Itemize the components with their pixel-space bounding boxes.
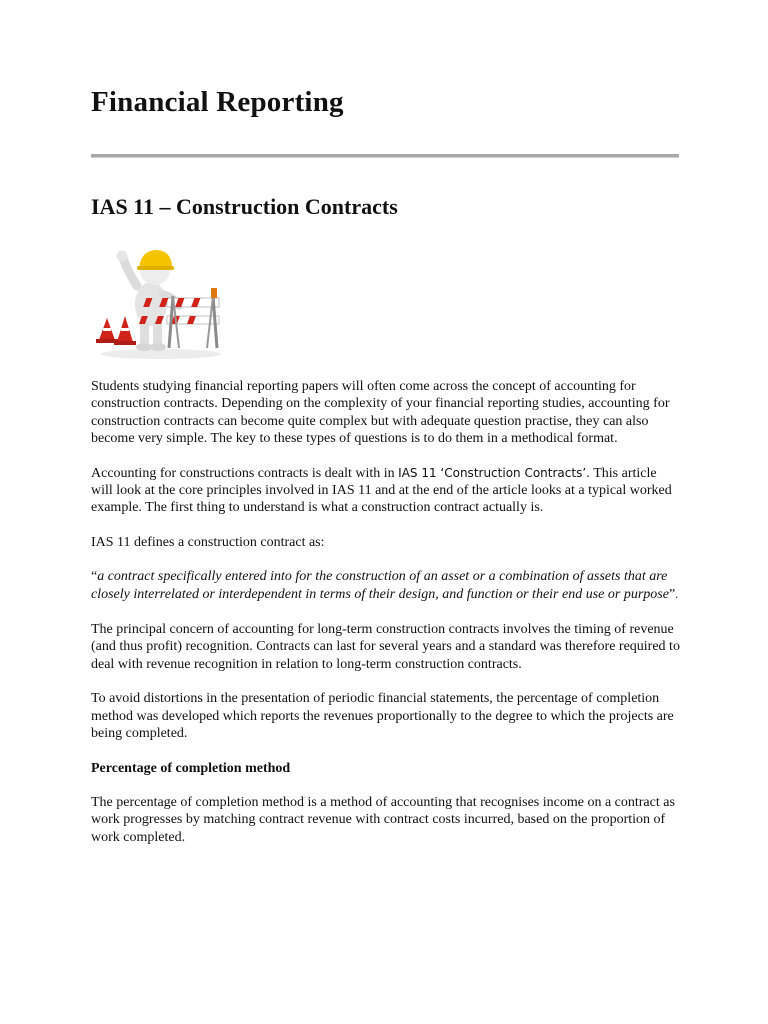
traffic-cone-icon [96, 316, 136, 345]
horizontal-divider [91, 154, 679, 158]
section-heading: Percentage of completion method [91, 760, 291, 776]
paragraph: The principal concern of accounting for long-term construction contracts involves the timing of revenue (and thus profit) recognition. Contracts can last for several years and a standard was therefore required to deal with revenue recognition in relation to long-term construction contracts. [91, 622, 680, 672]
construction-worker-icon [91, 236, 225, 362]
page-title: Financial Reporting [91, 86, 344, 118]
paragraph: IAS 11 defines a construction contract as: [91, 534, 325, 550]
definition-quote: “a contract specifically entered into for the construction of an asset or a combination of assets that are closely interrelated or interdependent in terms of their design, and function or their end use or purpose”. [91, 569, 679, 602]
section-title: IAS 11 – Construction Contracts [91, 194, 398, 219]
paragraph: Students studying financial reporting papers will often come across the concept of accounting for construction contracts. Depending on the complexity of your financial reporting studies, accounting for construction contracts can become quite complex but with adequate question practise, they can also become very simple. The key to these types of questions is to do them in a methodical format. [91, 379, 670, 447]
paragraph: To avoid distortions in the presentation of periodic financial statements, the percentage of completion method was developed which reports the revenues proportionally to the degree to which the projects are being completed. [91, 691, 674, 742]
standard-reference: IAS 11 ‘Construction Contracts’. [398, 465, 590, 480]
article-body [91, 378, 681, 863]
paragraph: The percentage of completion method is a method of accounting that recognises income on a contract as work progresses by matching contract revenue with contract costs incurred, based on the proportion of work completed. [91, 794, 675, 845]
paragraph: Accounting for constructions contracts is dealt with in IAS 11 ‘Construction Contracts’. This article will look at the core principles involved in IAS 11 and at the end of the article looks at a typical worked example. The first thing to understand is what a construction contract actually is. [91, 465, 672, 516]
